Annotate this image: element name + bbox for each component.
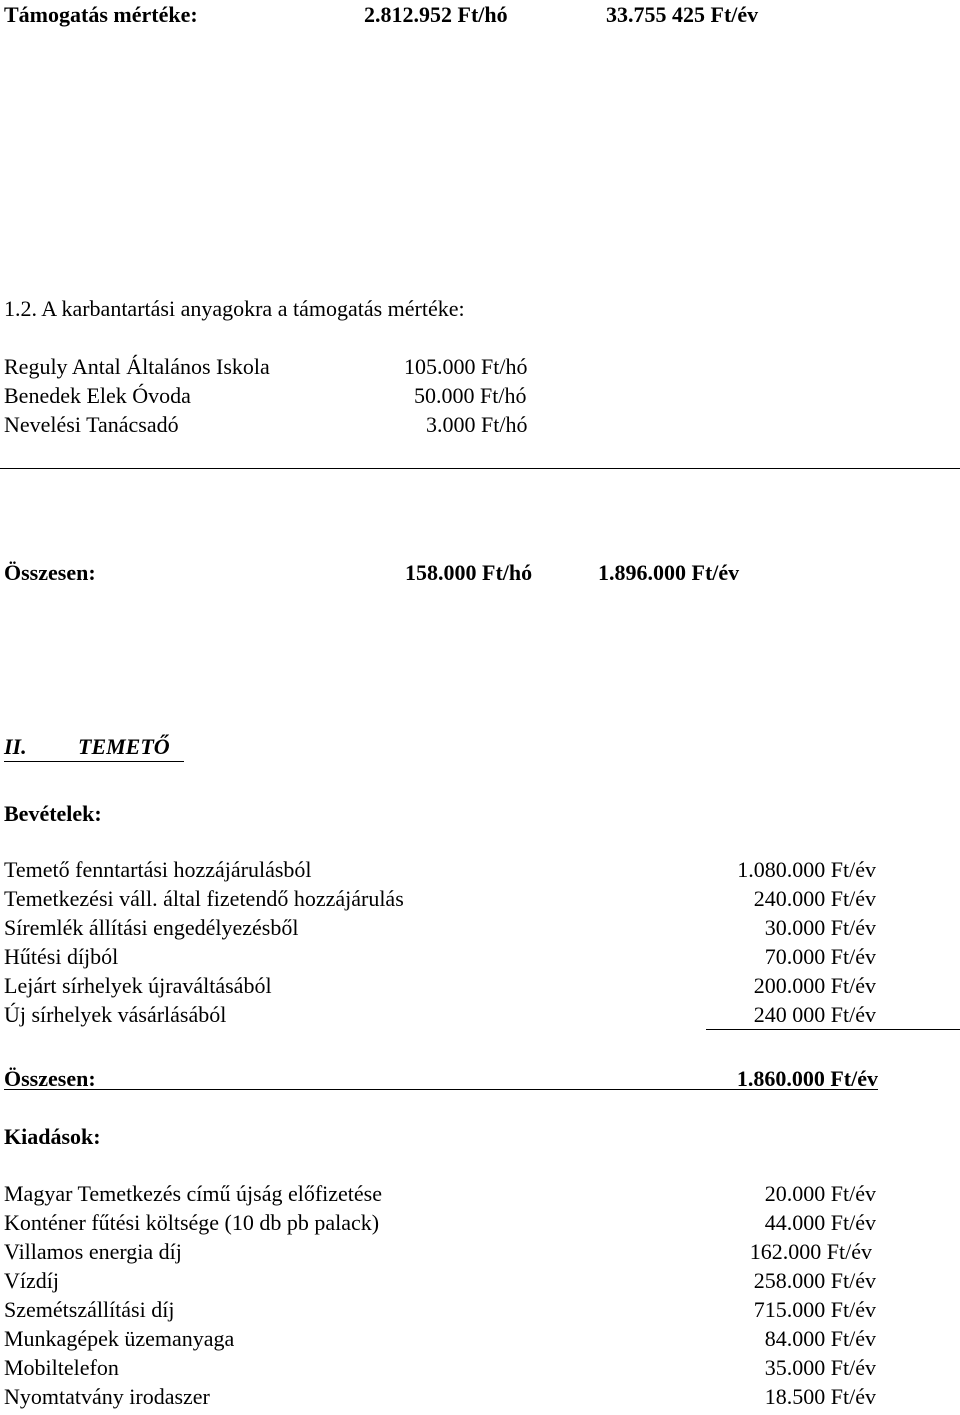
list-item xyxy=(4,385,564,414)
list-item xyxy=(4,1270,876,1299)
expense-item-value: 84.000 Ft/év xyxy=(764,1326,876,1351)
income-total-value: 1.860.000 Ft/év xyxy=(736,1066,878,1091)
expense-item-name: Magyar Temetkezés című újság előfizetése xyxy=(4,1181,383,1206)
list-item xyxy=(4,975,876,1004)
income-total-label: Összesen: xyxy=(4,1066,96,1091)
expense-item-value: 18.500 Ft/év xyxy=(764,1384,876,1409)
institution-value: 50.000 Ft/hó xyxy=(414,383,527,408)
section-1-2-total-monthly: 158.000 Ft/hó xyxy=(405,560,533,585)
section-2-title: TEMETŐ xyxy=(78,734,170,759)
support-label: Támogatás mértéke: xyxy=(4,2,198,27)
list-item xyxy=(4,1183,876,1212)
income-item-name: Új sírhelyek vásárlásából xyxy=(4,1002,227,1027)
institution-name: Reguly Antal Általános Iskola xyxy=(4,354,270,379)
maintenance-support-list xyxy=(4,356,564,443)
section-1-2-total-label: Összesen: xyxy=(4,560,96,585)
expense-item-value: 35.000 Ft/év xyxy=(764,1355,876,1380)
expenses-list xyxy=(4,1183,876,1415)
list-item xyxy=(4,917,876,946)
list-item xyxy=(4,414,564,443)
expense-item-name: Szemétszállítási díj xyxy=(4,1297,175,1322)
list-item xyxy=(4,859,876,888)
list-item xyxy=(4,888,876,917)
expense-item-value: 44.000 Ft/év xyxy=(764,1210,876,1235)
income-item-name: Hűtési díjból xyxy=(4,944,119,969)
divider xyxy=(0,468,960,469)
income-divider xyxy=(706,1029,960,1030)
list-item xyxy=(4,1357,876,1386)
income-list xyxy=(4,859,876,1033)
income-heading: Bevételek: xyxy=(4,801,102,826)
support-yearly-value: 33.755 425 Ft/év xyxy=(606,2,759,27)
support-monthly-value: 2.812.952 Ft/hó xyxy=(364,2,508,27)
expense-item-value: 715.000 Ft/év xyxy=(753,1297,876,1322)
income-item-value: 200.000 Ft/év xyxy=(753,973,876,998)
title-underline xyxy=(4,761,184,762)
list-item xyxy=(4,1299,876,1328)
section-1-2-total-yearly: 1.896.000 Ft/év xyxy=(598,560,740,585)
expense-item-value: 258.000 Ft/év xyxy=(753,1268,876,1293)
income-item-name: Síremlék állítási engedélyezésből xyxy=(4,915,299,940)
list-item xyxy=(4,946,876,975)
income-item-value: 70.000 Ft/év xyxy=(764,944,876,969)
income-item-name: Temetkezési váll. által fizetendő hozzájárulás xyxy=(4,886,404,911)
list-item xyxy=(4,1212,876,1241)
income-item-name: Lejárt sírhelyek újraváltásából xyxy=(4,973,272,998)
section-2-number: II. xyxy=(4,734,27,759)
institution-value: 3.000 Ft/hó xyxy=(426,412,528,437)
income-item-value: 240.000 Ft/év xyxy=(753,886,876,911)
expense-item-name: Nyomtatvány irodaszer xyxy=(4,1384,210,1409)
institution-name: Nevelési Tanácsadó xyxy=(4,412,179,437)
expense-item-name: Villamos energia díj xyxy=(4,1239,182,1264)
expense-item-value: 162.000 Ft/év xyxy=(749,1239,872,1264)
expense-item-value: 20.000 Ft/év xyxy=(764,1181,876,1206)
income-item-value: 240 000 Ft/év xyxy=(753,1002,876,1027)
expense-item-name: Munkagépek üzemanyaga xyxy=(4,1326,235,1351)
expense-item-name: Vízdíj xyxy=(4,1268,59,1293)
section-1-2-title: 1.2. A karbantartási anyagokra a támogatás mértéke: xyxy=(4,296,465,321)
expense-item-name: Konténer fűtési költsége (10 db pb palack) xyxy=(4,1210,380,1235)
income-item-value: 1.080.000 Ft/év xyxy=(737,857,876,882)
income-item-value: 30.000 Ft/év xyxy=(764,915,876,940)
income-item-name: Temető fenntartási hozzájárulásból xyxy=(4,857,312,882)
expense-item-name: Mobiltelefon xyxy=(4,1355,119,1380)
list-item xyxy=(4,1328,876,1357)
institution-value: 105.000 Ft/hó xyxy=(404,354,528,379)
expenses-heading: Kiadások: xyxy=(4,1124,101,1149)
institution-name: Benedek Elek Óvoda xyxy=(4,383,191,408)
list-item xyxy=(4,1386,876,1415)
list-item xyxy=(4,356,564,385)
list-item xyxy=(4,1241,876,1270)
